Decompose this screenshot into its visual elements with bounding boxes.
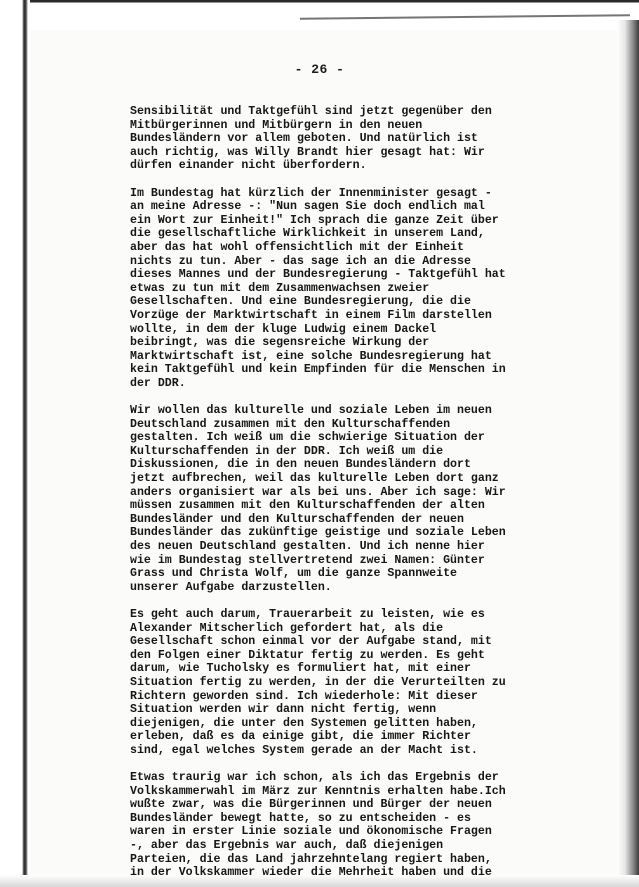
text-line: -, aber das Ergebnis war auch, daß diejenigen [130, 839, 444, 853]
text-line: Etwas traurig war ich schon, als ich das Ergebnis der [130, 771, 499, 785]
text-line: des neuen Deutschland gestalten. Und ich nenne hier [130, 540, 485, 553]
text-line: Vorzüge der Marktwirtschaft in einem Film darstellen [130, 308, 492, 322]
text-line: sind, egal welches System gerade an der Macht ist. [130, 743, 478, 757]
text-line: Mitbürgerinnen und Mitbürgern in den neuen [130, 118, 423, 132]
body-text [130, 105, 525, 887]
scan-right-shadow [617, 20, 639, 887]
text-line: Wir wollen das kulturelle und soziale Leben im neuen [130, 404, 492, 418]
text-line: Es geht auch darum, Trauerarbeit zu leisten, wie es [130, 607, 485, 621]
text-line: Situation fertig zu werden, in der die Verurteilten zu [130, 675, 506, 689]
text-line: jetzt aufbrechen, weil das kulturelle Leben dort ganz [130, 472, 499, 486]
text-line: kein Taktgefühl und kein Empfinden für die Menschen in [130, 363, 506, 377]
text-line: nichts zu tun. Aber - das sage ich an die Adresse [130, 254, 471, 268]
text-line: dürfen einander nicht überfordern. [130, 159, 367, 173]
text-line: die gesellschaftliche Wirklichkeit in unserem Land, [130, 227, 485, 241]
text-line: den Folgen einer Diktatur fertig zu werden. Es geht [130, 648, 485, 662]
text-line: Gesellschaft schon einmal vor der Aufgabe stand, mit [130, 635, 492, 649]
text-line: etwas zu tun mit dem Zusammenwachsen zweier [130, 281, 430, 295]
text-line: Gesellschaften. Und eine Bundesregierung, die die [130, 295, 471, 309]
text-line: müssen zusammen mit den Kulturschaffenden der alten [130, 499, 485, 513]
text-line: waren in erster Linie soziale und ökonomische Fragen [130, 825, 492, 839]
text-line: Volkskammerwahl im März zur Kenntnis erhalten habe.Ich [130, 784, 506, 798]
paragraph [130, 187, 525, 391]
text-line: diejenigen, die unter den Systemen gelitten haben, [130, 716, 478, 730]
text-line: beibringt, was die segensreiche Wirkung der [130, 336, 430, 350]
text-line: Situation werden wir dann nicht fertig, wenn [130, 703, 437, 717]
text-line: Bundesländer bewegt hatte, so zu entscheiden - es [130, 811, 471, 825]
text-line: in der Volkskammer wieder die Mehrheit haben und die [130, 866, 492, 880]
scan-left-edge [0, 0, 30, 887]
paragraph [130, 404, 525, 594]
text-line: Sensibilität und Taktgefühl sind jetzt gegenüber den [130, 105, 492, 118]
text-line: Alexander Mitscherlich gefordert hat, als die [130, 621, 444, 635]
text-line: Bundesländer das zukünftige geistige und soziale Leben [130, 526, 506, 540]
text-line: Marktwirtschaft ist, eine solche Bundesregierung hat [130, 349, 492, 363]
text-line: unserer Aufgabe darzustellen. [130, 580, 332, 594]
page-number: - 26 - [294, 62, 345, 77]
paragraph [130, 608, 525, 758]
text-line: gestalten. Ich weiß um die schwierige Situation der [130, 431, 485, 445]
text-line: dieses Mannes und der Bundesregierung - Taktgefühl hat [130, 268, 506, 282]
paragraph [130, 771, 525, 880]
text-line: Deutschland zusammen mit den Kulturschaffenden [130, 417, 451, 431]
text-line: ein Wort zur Einheit!" Ich sprach die ganze Zeit über [130, 213, 499, 227]
text-line: an meine Adresse -: "Nun sagen Sie doch endlich mal [130, 200, 485, 214]
text-line: Richtern geworden sind. Ich wiederhole: Mit dieser [130, 689, 478, 703]
text-line: wollte, in dem der kluge Ludwig einem Dackel [130, 322, 437, 336]
text-line: Diskussionen, die in den neuen Bundesländern dort [130, 458, 471, 472]
text-line: wußte zwar, was die Bürgerinnen und Bürger der neuen [130, 798, 492, 812]
text-line: Im Bundestag hat kürzlich der Innenminister gesagt - [130, 186, 492, 200]
text-line: Kulturschaffenden in der DDR. Ich weiß um die [130, 444, 444, 458]
text-line: Bundesländer und den Kulturschaffenden der neuen [130, 512, 464, 526]
text-line: Parteien, die das Land jahrzehntelang regiert haben, [130, 852, 492, 866]
text-line: anders organisiert war als bei uns. Aber ich sage: Wir [130, 485, 506, 499]
text-line: auch richtig, was Willy Brandt hier gesagt hat: Wir [130, 145, 485, 159]
text-line: der DDR. [130, 376, 186, 390]
paragraph [130, 105, 525, 173]
text-line: Bundesländern vor allem geboten. Und natürlich ist [130, 132, 478, 146]
text-line: wie im Bundestag stellvertretend zwei Namen: Günter [130, 553, 485, 567]
text-line: Grass und Christa Wolf, um die ganze Spannweite [130, 567, 457, 581]
text-line: darum, wie Tucholsky es formuliert hat, mit einer [130, 662, 471, 676]
text-line: aber das hat wohl offensichtlich mit der Einheit [130, 240, 464, 254]
text-line: erleben, daß es da einige gibt, die immer Richter [130, 730, 471, 744]
